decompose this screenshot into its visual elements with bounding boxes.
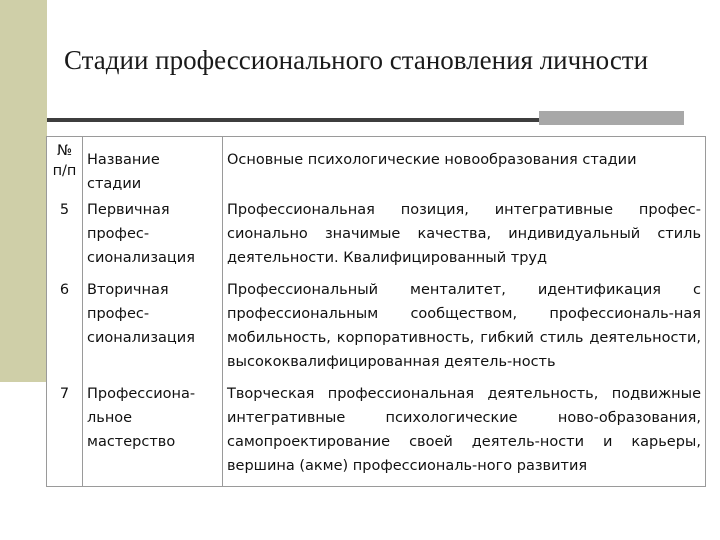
decorative-side-bar bbox=[0, 0, 47, 382]
row-formations: Профессиональная позиция, интегративные профес-сионально значимые качества, индивидуальный стиль деятельности. Квалифицированный труд bbox=[223, 198, 706, 278]
row-stage-name: Вторичная профес-сионализация bbox=[83, 278, 223, 382]
row-number: 6 bbox=[47, 278, 83, 382]
row-formations: Профессиональный менталитет, идентификация с профессиональным сообществом, профессиональ-ная мобильность, корпоративность, гибкий стиль деятельности, высококвалифицированная деятель-ность bbox=[223, 278, 706, 382]
row-formations: Творческая профессиональная деятельность, подвижные интегративные психологические ново-образования, самопроектирование своей деятель-ности и карьеры, вершина (акме) профессиональ-ного развития bbox=[223, 382, 706, 487]
slide-title: Стадии профессионального становления личности bbox=[64, 45, 649, 75]
row-stage-name: Первичная профес-сионализация bbox=[83, 198, 223, 278]
row-number: 7 bbox=[47, 382, 83, 487]
stages-table bbox=[46, 136, 706, 487]
header-formations: Основные психологические новообразования стадии bbox=[223, 137, 706, 199]
table-header-row bbox=[47, 137, 706, 199]
row-number: 5 bbox=[47, 198, 83, 278]
table-row bbox=[47, 278, 706, 382]
header-stage-name: Название стадии bbox=[83, 137, 223, 199]
table-row bbox=[47, 198, 706, 278]
row-stage-name: Профессиона-льное мастерство bbox=[83, 382, 223, 487]
title-underline-accent bbox=[539, 111, 684, 125]
table-row bbox=[47, 382, 706, 487]
title-underline bbox=[47, 118, 539, 122]
header-number: № п/п bbox=[47, 137, 83, 199]
